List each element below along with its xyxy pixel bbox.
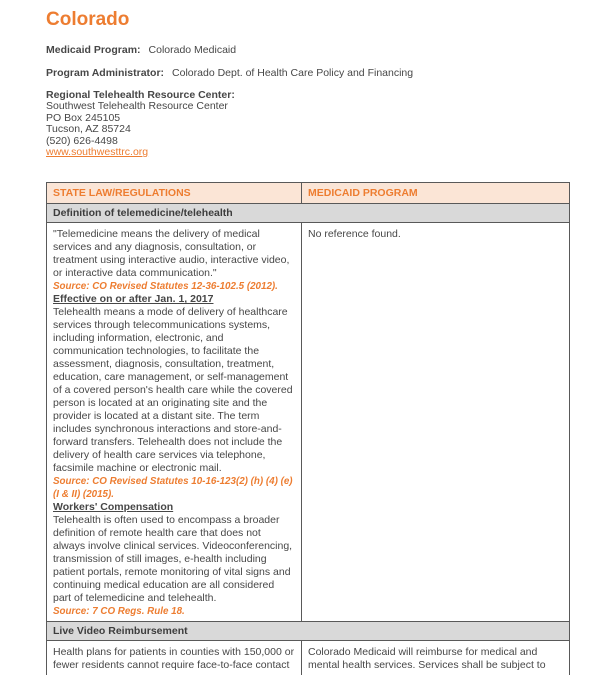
live-video-state-cell [47, 641, 302, 675]
section-row-live-video [47, 622, 570, 641]
effective-date-heading: Effective on or after Jan. 1, 2017 [53, 293, 214, 306]
live-video-medicaid-text: Colorado Medicaid will reimburse for medical and mental health services. Services shall be subject to [308, 646, 546, 672]
resource-center-link-line [46, 147, 570, 158]
medicaid-program-value: Colorado Medicaid [148, 44, 237, 56]
program-administrator-line [46, 67, 570, 79]
medicaid-program-label: Medicaid Program: [46, 44, 141, 56]
section-header-definition: Definition of telemedicine/telehealth [47, 204, 570, 223]
definition-content-row [47, 223, 570, 622]
policy-table [46, 182, 570, 675]
live-video-content-row [47, 641, 570, 675]
resource-center-name: Southwest Telehealth Resource Center [46, 100, 228, 113]
definition-medicaid-cell [302, 223, 570, 622]
live-video-medicaid-cell [302, 641, 570, 675]
resource-center-phone: (520) 626-4498 [46, 134, 118, 147]
page-title: Colorado [46, 9, 130, 30]
section-row-definition [47, 204, 570, 223]
table-header-row [47, 183, 570, 204]
column-header-medicaid: MEDICAID PROGRAM [302, 183, 570, 204]
no-reference-text: No reference found. [308, 228, 401, 241]
resource-center-city: Tucson, AZ 85724 [46, 123, 131, 136]
medicaid-program-line [46, 44, 570, 56]
program-administrator-label: Program Administrator: [46, 67, 165, 79]
source-citation-1: Source: CO Revised Statutes 12-36-102.5 (2012). [53, 281, 278, 293]
definition-state-cell [47, 223, 302, 622]
telehealth-definition-text: Telehealth means a mode of delivery of healthcare services through telecommunications systems, including information, electronic, and communication technologies, to facilitate the assessment, diagnosis, consultation, treatment, education, care management, or self-management of a covered person's health care while the covered person is located at an originating site and the provider is located at a distant site. The term includes synchronous interactions and store-and-forward transfers. Telehealth does not include the delivery of health care services via telephone, facsimile machine or electronic mail. [53, 306, 293, 475]
telemedicine-quote: "Telemedicine means the delivery of medical services and any diagnosis, consultation, or treatment using interactive audio, interactive video, or interactive data communication." [53, 228, 290, 280]
resource-center-link[interactable]: www.southwesttrc.org [46, 146, 149, 159]
source-citation-2: Source: CO Revised Statutes 10-16-123(2) (h) (4) (e) (I & II) (2015). [53, 476, 293, 501]
workers-comp-heading: Workers' Compensation [53, 501, 174, 514]
resource-center-label: Regional Telehealth Resource Center: [46, 89, 235, 101]
source-citation-3: Source: 7 CO Regs. Rule 18. [53, 606, 185, 618]
live-video-state-text: Health plans for patients in counties with 150,000 or fewer residents cannot require face-to-face contact [53, 646, 295, 672]
document-header [0, 0, 612, 158]
section-header-live-video: Live Video Reimbursement [47, 622, 570, 641]
program-administrator-value: Colorado Dept. of Health Care Policy and Financing [172, 67, 414, 79]
column-header-state-law: STATE LAW/REGULATIONS [47, 183, 302, 204]
resource-center-pobox: PO Box 245105 [46, 111, 121, 124]
workers-comp-text: Telehealth is often used to encompass a broader definition of remote health care that does not always involve clinical services. Videoconferencing, transmission of still images, e-health including patient portals, remote monitoring of vital signs and continuing medical education are all considered part of telemedicine and telehealth. [53, 514, 293, 605]
resource-center-block [46, 90, 570, 158]
